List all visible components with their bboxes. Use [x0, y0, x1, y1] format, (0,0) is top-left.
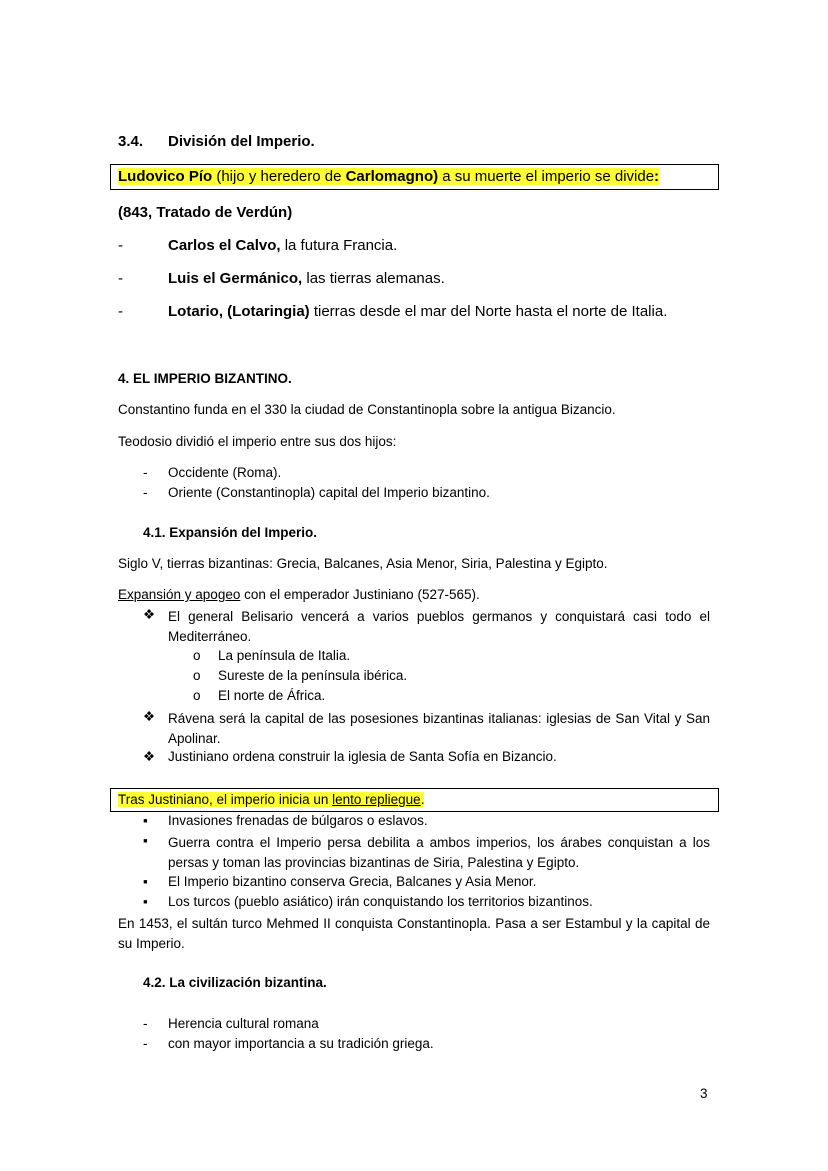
expansion-line [118, 587, 480, 602]
square-bullet-icon: ▪ [143, 874, 148, 889]
dash: - [118, 303, 123, 320]
square-bullet-icon: ▪ [143, 894, 148, 909]
section-title-4: 4. EL IMPERIO BIZANTINO. [118, 371, 292, 386]
carlomagno-name: Carlomagno) [345, 168, 439, 185]
dash: - [143, 485, 148, 500]
bullet-item: El general Belisario vencerá a varios pueblos germanos y conquistará casi todo el Mediterráneo. [168, 609, 710, 644]
list-item: Occidente (Roma). [168, 465, 282, 480]
circle-bullet-icon: o [193, 648, 201, 663]
diamond-bullet-icon: ❖ [143, 749, 156, 764]
dash: - [143, 1016, 148, 1031]
bullet-item: Justiniano ordena construir la iglesia de Santa Sofía en Bizancio. [168, 749, 557, 764]
item-text: tierras desde el mar del Norte hasta el norte de Italia. [309, 303, 668, 320]
division-item [168, 270, 445, 287]
square-bullet-icon: ▪ [143, 813, 148, 828]
division-item [168, 303, 667, 320]
square-item: Invasiones frenadas de búlgaros o eslavos. [168, 813, 428, 828]
list-item: Herencia cultural romana [168, 1016, 319, 1031]
ludovico-text-1: (hijo y heredero de [212, 168, 346, 185]
justiniano-period: . [420, 792, 425, 807]
item-bold: Luis el Germánico, [168, 270, 303, 287]
dash: - [118, 270, 123, 287]
justiniano-text: Tras Justiniano, el imperio inicia un [118, 792, 333, 807]
ludovico-statement [118, 168, 659, 185]
sub-item: Sureste de la península ibérica. [218, 668, 408, 683]
division-item [168, 237, 397, 254]
list-item: con mayor importancia a su tradición griega. [168, 1036, 434, 1051]
paragraph: Constantino funda en el 330 la ciudad de Constantinopla sobre la antigua Bizancio. [118, 402, 616, 417]
sub-item: La península de Italia. [218, 648, 351, 663]
square-item: Los turcos (pueblo asiático) irán conquistando los territorios bizantinos. [168, 894, 593, 909]
dash: - [143, 465, 148, 480]
section-title-4-1: 4.1. Expansión del Imperio. [143, 525, 318, 540]
expansion-rest: con el emperador Justiniano (527-565). [240, 587, 480, 602]
justiniano-statement [118, 792, 424, 807]
paragraph: Teodosio dividió el imperio entre sus dos hijos: [118, 434, 397, 449]
treaty-verdun: (843, Tratado de Verdún) [118, 204, 293, 221]
underlined-text: Expansión y apogeo [118, 587, 241, 602]
paragraph-1453: En 1453, el sultán turco Mehmed II conquista Constantinopla. Pasa a ser Estambul y la capital de su Imperio. [118, 916, 710, 951]
ludovico-text-2: a su muerte el imperio se divide [438, 168, 655, 185]
section-number-3-4: 3.4. [118, 133, 144, 150]
item-bold: Lotario, (Lotaringia) [168, 303, 310, 320]
circle-bullet-icon: o [193, 668, 201, 683]
item-text: la futura Francia. [280, 237, 398, 254]
diamond-bullet-icon: ❖ [143, 607, 156, 622]
item-text: las tierras alemanas. [302, 270, 445, 287]
list-item: Oriente (Constantinopla) capital del Imperio bizantino. [168, 485, 490, 500]
item-bold: Carlos el Calvo, [168, 237, 281, 254]
circle-bullet-icon: o [193, 688, 201, 703]
dash: - [118, 237, 123, 254]
underlined-text: lento repliegue [332, 792, 421, 807]
sub-item: El norte de África. [218, 688, 326, 703]
paragraph: Siglo V, tierras bizantinas: Grecia, Balcanes, Asia Menor, Siria, Palestina y Egipto. [118, 556, 608, 571]
square-bullet-icon: ▪ [143, 833, 148, 848]
bullet-item: Rávena será la capital de las posesiones bizantinas italianas: iglesias de San Vital y San Apolinar. [168, 711, 710, 746]
ludovico-colon: : [654, 168, 660, 185]
section-title-4-2: 4.2. La civilización bizantina. [143, 975, 327, 990]
dash: - [143, 1036, 148, 1051]
page-number: 3 [700, 1086, 708, 1101]
ludovico-name: Ludovico Pío [118, 168, 213, 185]
square-item: Guerra contra el Imperio persa debilita a ambos imperios, los árabes conquistan a los persas y toman las provincias bizantinas de Siria, Palestina y Egipto. [168, 835, 710, 870]
square-item: El Imperio bizantino conserva Grecia, Balcanes y Asia Menor. [168, 874, 537, 889]
diamond-bullet-icon: ❖ [143, 709, 156, 724]
section-title-3-4: División del Imperio. [168, 133, 315, 150]
